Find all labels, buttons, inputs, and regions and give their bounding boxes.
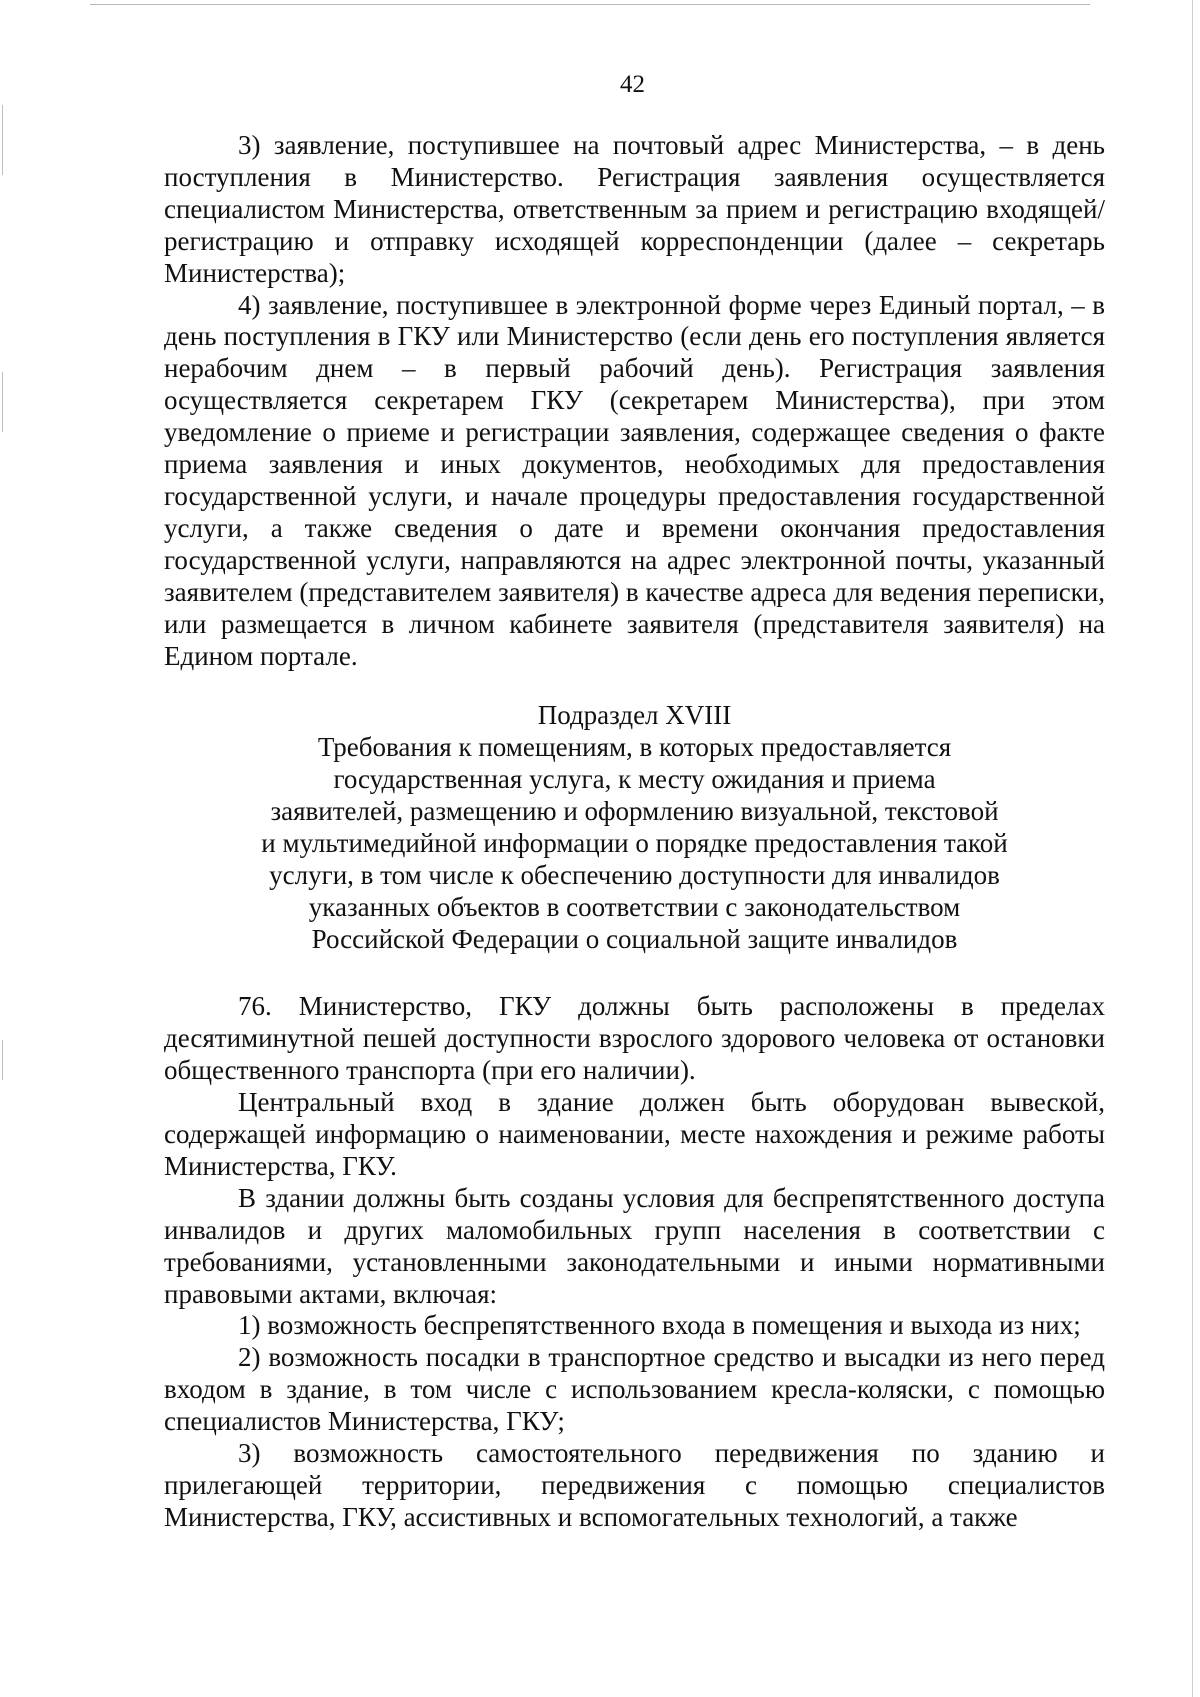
list-item-1: 1) возможность беспрепятственного входа в помещения и выхода из них; <box>238 1310 1081 1341</box>
list-item-2: 2) возможность посадки в транспортное средство и высадки из него перед входом в здание, в том числе с использованием кресла-коляски, с помощью специалистов Министерства, ГКУ; <box>164 1342 1105 1437</box>
section-title-line: указанных объектов в соответствии с законодательством <box>308 892 961 923</box>
section-title-line: Российской Федерации о социальной защите инвалидов <box>311 924 958 955</box>
page-number: 42 <box>620 71 645 98</box>
section-title-line: и мультимедийной информации о порядке предоставления такой <box>261 828 1008 859</box>
scan-edge-right <box>1192 0 1193 1697</box>
paragraph-entrance: Центральный вход в здание должен быть оборудован вывеской, содержащей информацию о наименовании, месте нахождения и режиме работы Министерства, ГКУ. <box>164 1087 1105 1181</box>
document-body <box>164 130 1105 1534</box>
section-title-line: заявителей, размещению и оформлению визуальной, текстовой <box>270 796 999 827</box>
scan-mark <box>2 105 3 175</box>
section-title-line: государственная услуга, к месту ожидания и приема <box>333 764 936 795</box>
section-subtitle: Подраздел XVIII <box>537 700 732 731</box>
section-heading <box>164 699 1105 955</box>
scan-mark <box>2 372 3 432</box>
scan-edge-top <box>90 4 1090 5</box>
paragraph-76: 76. Министерство, ГКУ должны быть расположены в пределах десятиминутной пешей доступности взрослого здорового человека от остановки общественного транспорта (при его наличии). <box>164 991 1105 1086</box>
scan-mark <box>2 1040 3 1080</box>
section-title-line: услуги, в том числе к обеспечению доступности для инвалидов <box>269 860 1000 891</box>
paragraph-item-4: 4) заявление, поступившее в электронной форме через Единый портал, – в день поступления в ГКУ или Министерство (если день его поступления является нерабочим днем – в первый рабочий день). Регистрация заявления осуществляется секретарем ГКУ (секретарем Министерства), при этом уведомление о приеме и регистрации заявления, содержащее сведения о факте приема заявления и иных документов, необходимых для предоставления государственной услуги, и начале процедуры предоставления государственной услуги, а также сведения о дате и времени окончания предоставления государственной услуги, направляются на адрес электронной почты, указанный заявителем (представителем заявителя) в качестве адреса для ведения переписки, или размещается в личном кабинете заявителя (представителя заявителя) на Едином портале. <box>164 289 1105 671</box>
paragraph-item-3: 3) заявление, поступившее на почтовый адрес Министерства, – в день поступления в Министерство. Регистрация заявления осуществляется специалистом Министерства, ответственным за прием и регистрацию входящей/регистрацию и отправку исходящей корреспонденции (далее – секретарь Министерства); <box>164 130 1105 288</box>
section-title-line: Требования к помещениям, в которых предоставляется <box>317 732 952 763</box>
paragraph-accessibility: В здании должны быть созданы условия для беспрепятственного доступа инвалидов и других маломобильных групп населения в соответствии с требованиями, установленными законодательными и иными нормативными правовыми актами, включая: <box>164 1182 1105 1309</box>
list-item-3: 3) возможность самостоятельного передвижения по зданию и прилегающей территории, передвижения с помощью специалистов Министерства, ГКУ, ассистивных и вспомогательных технологий, а также <box>164 1438 1105 1532</box>
